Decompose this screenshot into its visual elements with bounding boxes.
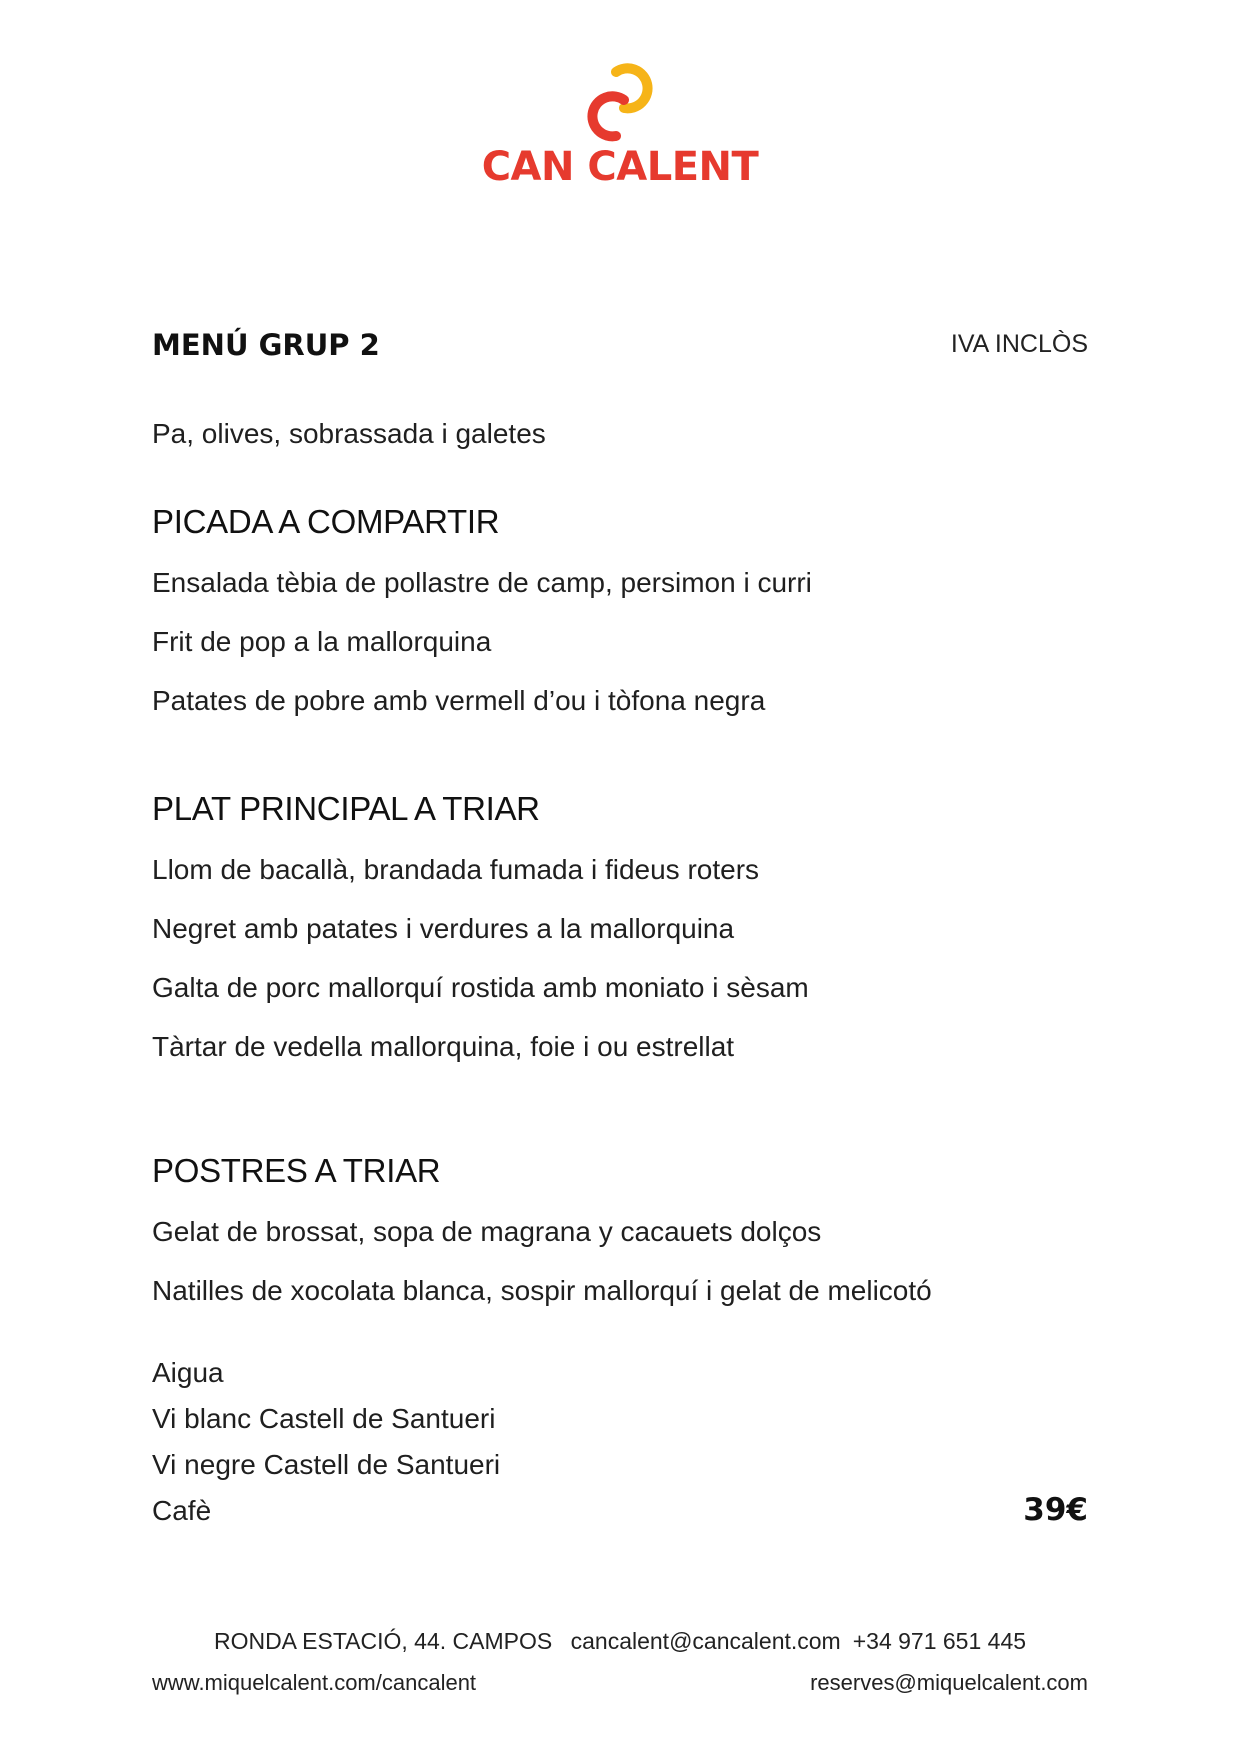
menu-item: Tàrtar de vedella mallorquina, foie i ou estrellat <box>152 1031 735 1062</box>
section-title-starters: PICADA A COMPARTIR <box>152 503 500 540</box>
drink-item: Vi blanc Castell de Santueri <box>152 1403 496 1434</box>
menu-item: Patates de pobre amb vermell d’ou i tòfona negra <box>152 685 766 716</box>
intro-line: Pa, olives, sobrassada i galetes <box>152 418 546 449</box>
section-title-desserts: POSTRES A TRIAR <box>152 1152 441 1189</box>
brand-name: CAN CALENT <box>481 144 759 190</box>
menu-title: MENÚ GRUP 2 <box>152 328 380 362</box>
menu-item: Natilles de xocolata blanca, sospir mallorquí i gelat de melicotó <box>152 1275 932 1306</box>
menu-content <box>152 404 1088 1320</box>
drink-item: Cafè <box>152 1495 212 1526</box>
footer-email[interactable]: cancalent@cancalent.com <box>570 1628 841 1654</box>
menu-item: Ensalada tèbia de pollastre de camp, persimon i curri <box>152 567 812 598</box>
drink-item: Vi negre Castell de Santueri <box>152 1449 501 1480</box>
menu-item: Llom de bacallà, brandada fumada i fideus roters <box>152 854 760 885</box>
menu-item: Negret amb patates i verdures a la mallorquina <box>152 913 735 944</box>
menu-item: Frit de pop a la mallorquina <box>152 626 492 657</box>
footer-phone[interactable]: +34 971 651 445 <box>852 1628 1027 1654</box>
footer-address: RONDA ESTACIÓ, 44. CAMPOS <box>213 1628 553 1654</box>
restaurant-logo <box>0 60 1240 190</box>
tax-note: IVA INCLÒS <box>950 330 1088 358</box>
footer-contact <box>0 1628 1240 1655</box>
interlocking-c-logo-icon <box>580 60 660 142</box>
drink-item: Aigua <box>152 1357 224 1388</box>
menu-price: 39€ <box>1023 1492 1088 1528</box>
menu-item: Galta de porc mallorquí rostida amb moniato i sèsam <box>152 972 809 1003</box>
drinks-list <box>152 1350 1088 1534</box>
menu-item: Gelat de brossat, sopa de magrana y cacauets dolços <box>152 1216 822 1247</box>
footer-reservations-link[interactable]: reserves@miquelcalent.com <box>810 1670 1088 1695</box>
footer-website-link[interactable]: www.miquelcalent.com/cancalent <box>152 1670 477 1695</box>
section-title-mains: PLAT PRINCIPAL A TRIAR <box>152 790 540 827</box>
